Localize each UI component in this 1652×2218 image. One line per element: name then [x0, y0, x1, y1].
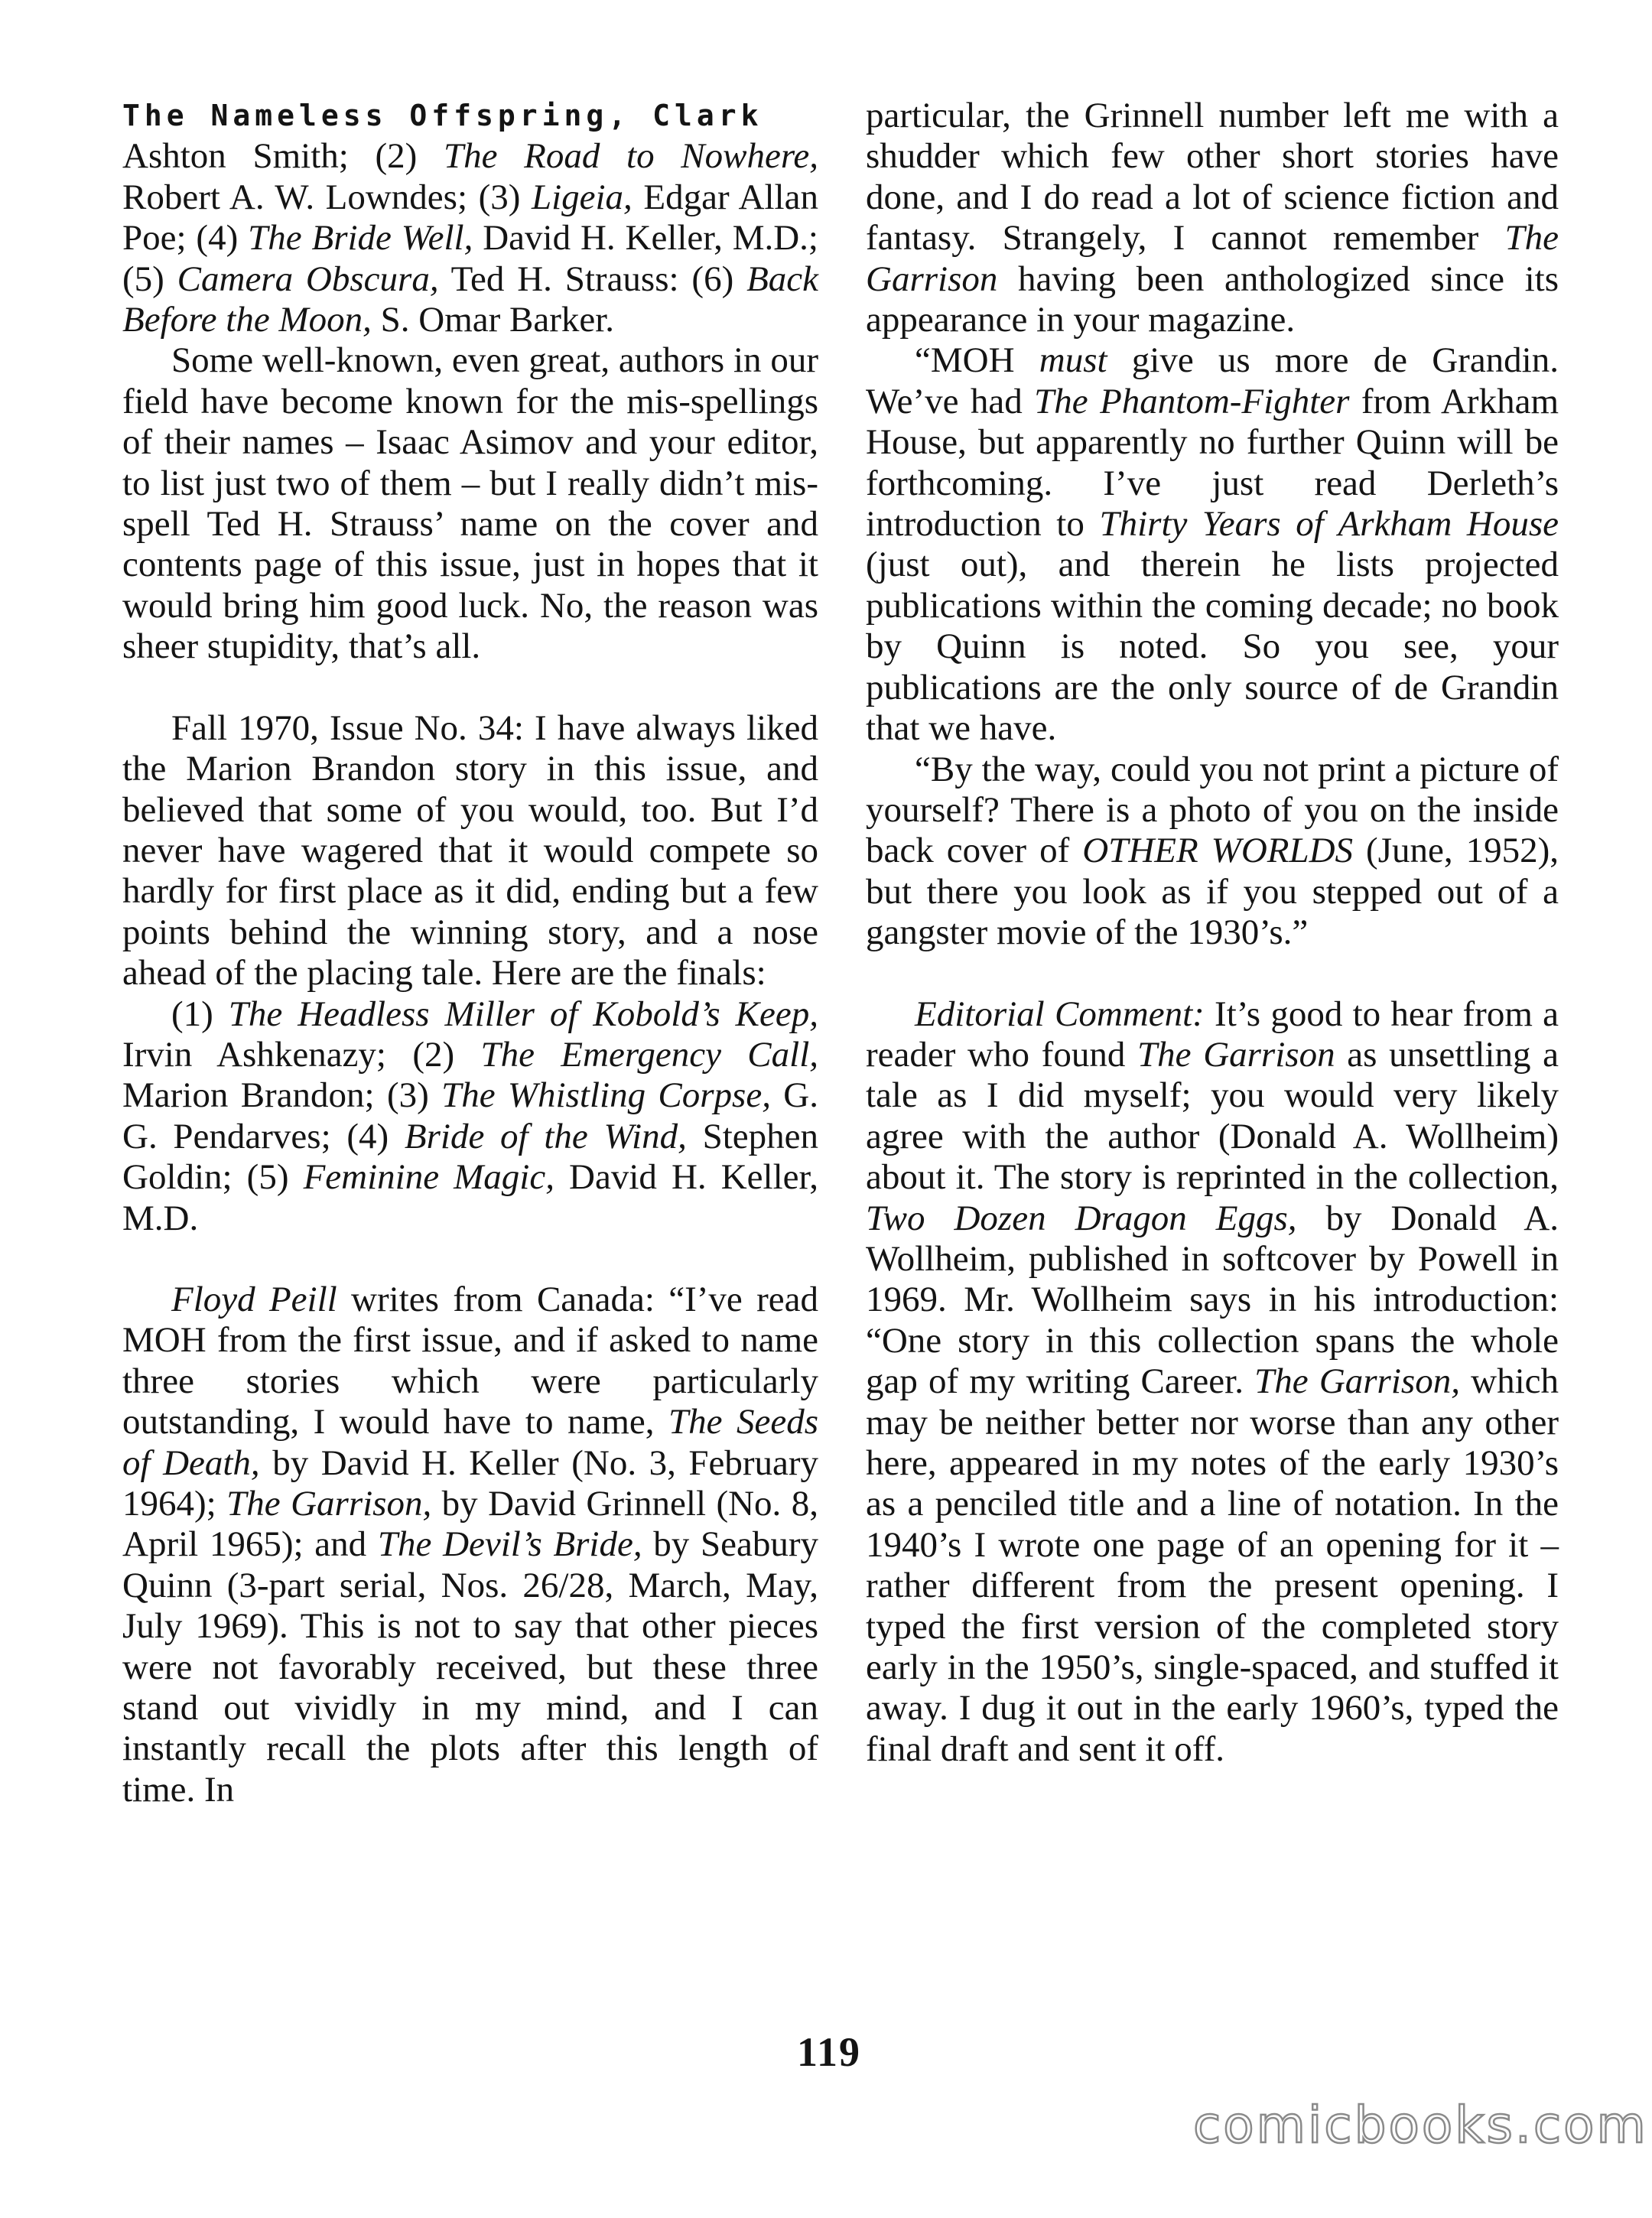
text-run: (June, 1952), but there you look as if you stepped out of a gangster movie of the 1930’s.” — [866, 831, 1559, 953]
italic-title-run: Back Before the Moon, — [122, 259, 818, 340]
floyd-peill-letter — [122, 1280, 818, 1810]
italic-title-run: Camera Obscura, — [177, 259, 439, 299]
text-run: as unsettling a tale as I did myself; you would very likely agree with the author (Donald A. Wollheim) about it. The story is reprinted in the collection, — [866, 1034, 1559, 1198]
finals-list — [122, 994, 818, 1239]
text-run: writes from Canada: “I’ve read MOH from the first issue, and if asked to name three stories which were particularly outstanding, I would have to name, — [122, 1279, 819, 1442]
text-run: by Seabury Quinn (3-part serial, Nos. 26/28, March, May, July 1969). This is not to say that other pieces were not favorably received, but these three stand out vividly in my mind, and I can instantly recall the plots after this length of time. In — [122, 1524, 819, 1810]
text-run: by David H. Keller (No. 3, February 1964); — [122, 1442, 818, 1524]
fall-1970-paragraph: Fall 1970, Issue No. 34: I have always liked the Marion Brandon story in this issue, and believed that some of you would, too. But I’d never have wagered that it would compete so hardly for first place as it did, ending but a few points behind the winning story, and a nose ahead of the placing tale. Here are the finals: — [122, 707, 818, 994]
italic-title-run: The Garrison — [866, 218, 1559, 299]
text-run: Ashton Smith; (2) — [122, 136, 444, 177]
picture-paragraph — [866, 750, 1559, 954]
italic-title-run: Feminine Magic, — [303, 1157, 554, 1198]
text-run: Robert A. W. Lowndes; (3) — [122, 177, 532, 217]
left-column — [122, 96, 818, 1810]
text-run: (1) — [171, 994, 229, 1034]
text-run: It’s good to hear from a reader who found — [866, 994, 1559, 1075]
italic-title-run: Floyd Peill — [171, 1279, 337, 1319]
text-run: by David Grinnell (No. 8, April 1965); and — [122, 1484, 818, 1565]
italic-title-run: The Seeds of Death, — [122, 1402, 818, 1483]
text-run: “MOH — [915, 340, 1039, 381]
italic-title-run: The Garrison, — [1254, 1361, 1460, 1402]
italic-title-run: Bride of the Wind, — [404, 1116, 687, 1156]
italic-title-run: The Phantom-Fighter — [1034, 381, 1350, 421]
text-run: S. Omar Barker. — [371, 300, 615, 340]
misspelling-paragraph: Some well-known, even great, authors in our field have become known for the mis-spellings of their names – Isaac Asimov and your editor, to list just two of them – but I really didn’t mis-spell Ted H. Strauss’ name on the cover and contents page of this issue, just in hopes that it would bring him good luck. No, the reason was sheer stupidity, that’s all. — [122, 340, 818, 667]
text-run: “By the way, could you not print a picture of yourself? There is a photo of you on the inside back cover of — [866, 749, 1559, 871]
italic-title-run: Editorial Comment: — [915, 994, 1205, 1034]
text-run: Stephen Goldin; (5) — [122, 1116, 819, 1198]
text-run: David H. Keller, M.D.; (5) — [122, 218, 818, 299]
italic-title-run: Thirty Years of Arkham House — [1099, 504, 1559, 545]
italic-title-run: Two Dozen Dragon Eggs, — [866, 1198, 1297, 1238]
header-line: The Nameless Offspring, Clark — [122, 99, 763, 132]
list-continuation — [122, 136, 818, 340]
text-run: Edgar Allan Poe; (4) — [122, 177, 818, 259]
italic-title-run: The Garrison — [1137, 1034, 1335, 1075]
text-run: having been anthologized since its appearance in your magazine. — [866, 259, 1559, 340]
right-column — [866, 96, 1559, 1770]
italic-title-run: Ligeia, — [531, 177, 633, 217]
text-run: G. G. Pendarves; (4) — [122, 1075, 818, 1156]
page-number: 119 — [796, 2029, 862, 2075]
italic-title-run: The Bride Well, — [248, 218, 473, 259]
text-run: Ted H. Strauss: (6) — [438, 259, 747, 299]
editorial-comment — [866, 994, 1559, 1771]
text-run: Irvin Ashkenazy; (2) — [122, 1034, 481, 1075]
watermark-logo: comicbooks.com — [1193, 2096, 1648, 2155]
text-run: David H. Keller, M.D. — [122, 1157, 819, 1238]
moh-paragraph — [866, 340, 1559, 749]
italic-title-run: The Whistling Corpse, — [441, 1075, 771, 1116]
text-run: Marion Brandon; (3) — [122, 1075, 442, 1116]
text-run: particular, the Grinnell number left me with a shudder which few other short stories have done, and I do read a lot of science fiction and fantasy. Strangely, I cannot remember — [866, 96, 1559, 259]
text-run: (just out), and therein he lists projected publications within the coming decade; no book by Quinn is noted. So you see, your publications are the only source of de Grandin that we have. — [866, 545, 1559, 749]
grinnell-paragraph — [866, 96, 1559, 340]
text-run: by Donald A. Wollheim, published in softcover by Powell in 1969. Mr. Wollheim says in his introduction: “One story in this collection spans the whole gap of my writing Career. — [866, 1198, 1559, 1402]
italic-title-run: OTHER WORLDS — [1082, 831, 1354, 871]
italic-title-run: The Garrison, — [226, 1484, 432, 1524]
text-run: give us more de Grandin. We’ve had — [866, 340, 1559, 421]
italic-title-run: The Devil’s Bride, — [377, 1524, 642, 1565]
text-run: which may be neither better nor worse than any other here, appeared in my notes of the early 1930’s as a penciled title and a line of notation. In the 1940’s I wrote one page of an opening for it – rather different from the present opening. I typed the first version of the completed story early in the 1950’s, single-spaced, and stuffed it away. I dug it out in the early 1960’s, typed the final draft and sent it off. — [866, 1361, 1559, 1769]
italic-title-run: The Headless Miller of Kobold’s Keep, — [228, 994, 818, 1034]
text-run: from Arkham House, but apparently no further Quinn will be forthcoming. I’ve just read Derleth’s introduction to — [866, 381, 1559, 545]
italic-title-run: must — [1039, 340, 1107, 381]
italic-title-run: The Road to Nowhere, — [444, 136, 819, 177]
italic-title-run: The Emergency Call, — [480, 1034, 818, 1075]
